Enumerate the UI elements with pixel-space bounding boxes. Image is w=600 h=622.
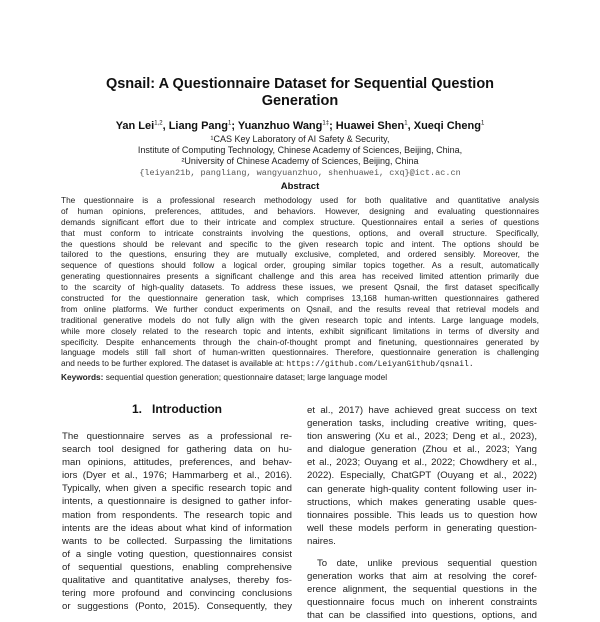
abstract-line: traditional generative models do not fully align with the given research topic and intents. Large language models,: [61, 314, 539, 325]
intro-line: naires.: [307, 535, 336, 547]
intro-line: and dialogue generation (Zhou et al., 2023; Yang: [307, 444, 537, 456]
intro-line: iors (Dyer et al., 1976; Hammarberg et al., 2016).: [62, 470, 292, 482]
author-name: Yuanzhuo Wang: [237, 120, 323, 132]
author-name: Huawei Shen: [335, 120, 405, 132]
abstract-line: specificity. Despite enhancements through the chain-of-thought prompt and finetuning, questionnaires generated by: [61, 336, 539, 347]
author-separator: ,: [162, 120, 169, 132]
author-separator: ;: [231, 120, 238, 132]
author-affiliation-mark: 1: [404, 120, 408, 127]
intro-line: or suggestions (Ponto, 2015). Consequently, they: [62, 601, 292, 613]
abstract-line: generating questionnaires presents a significant challenge and this area has received limited attention primarily due: [61, 271, 539, 282]
intro-line: structions, which makes generating usable ques-: [307, 496, 537, 508]
abstract-last-line: [61, 358, 539, 369]
intro-line: qualitative and quantitative analyses, thereby fos-: [62, 575, 292, 587]
intro-line: of a single voting question, questionnaires consist: [62, 548, 292, 560]
author-affiliation-mark: 1: [227, 120, 232, 127]
intro-line: tering more profound and convincing conclusions: [62, 588, 292, 600]
intro-line: intents, a questionnaire is designed to gather infor-: [62, 496, 292, 508]
paper-title-line-1: Qsnail: A Questionnaire Dataset for Sequential Question: [105, 76, 495, 92]
abstract-line: to the scarcity of high-quality datasets. To address these issues, we present Qsnail, the first dataset specifically: [61, 282, 539, 293]
affiliation-2: ²University of Chinese Academy of Sciences, Beijing, China: [181, 156, 419, 166]
author-separator: ;: [329, 120, 336, 132]
author-list: [0, 120, 600, 132]
section-heading: [62, 402, 292, 416]
abstract-line: tailored to the questions, ensuring they are mutually exclusive, completed, and ordered sensibly. Moreover, the: [61, 249, 539, 260]
intro-line: intents are the ideas about what kind of information: [62, 522, 292, 534]
intro-line: can generate high-quality content following user in-: [307, 483, 537, 495]
right-column-paragraph-1: [307, 404, 537, 548]
dataset-link[interactable]: https://github.com/LeiyanGithub/qsnail.: [286, 360, 474, 370]
affiliation-1: ¹CAS Key Laboratory of AI Safety & Security,: [210, 134, 390, 144]
abstract-line: of human opinions, preferences, attitudes, and behaviors. However, designing and evaluating questionnaires: [61, 205, 539, 216]
author-affiliation-mark: 1,2: [154, 120, 163, 127]
intro-line: erence alignment, the sequential questions in the: [307, 584, 537, 596]
keywords-text: sequential question generation; questionnaire dataset; large language model: [105, 372, 388, 382]
author-affiliation-mark: 1: [480, 120, 485, 127]
abstract-line: from online platforms. We further conduct experiments on Qsnail, and the results reveal that retrieval models and: [61, 303, 539, 314]
section-title: Introduction: [152, 402, 222, 416]
abstract-line: The questionnaire is a professional research methodology used for both qualitative and quantitative analysis: [61, 195, 539, 205]
paper-title-line-2: Generation: [261, 93, 339, 109]
section-number: 1.: [131, 402, 142, 416]
abstract-last-text: and needs to be further explored. The dataset is available at:: [61, 358, 285, 369]
intro-line: man opinions, attitudes, preferences, and behav-: [62, 457, 292, 469]
abstract-line: the questions should be relevant and specific to the given research topic and intent. The options should be: [61, 238, 539, 249]
intro-line: tionnaires possible. This leads us to question how: [307, 509, 537, 521]
intro-line: generation tasks, including creative writing, ques-: [307, 418, 537, 430]
author-affiliation-mark: 1‡: [322, 120, 330, 127]
intro-line: tion answering (Xu et al., 2023; Deng et al., 2023),: [307, 431, 537, 443]
abstract-body: [61, 195, 539, 369]
intro-line: generation works that aim at resolving the coref-: [307, 571, 537, 583]
intro-line: et al., 2017) have achieved great success on text: [307, 405, 537, 416]
right-column-paragraph-2: [307, 557, 537, 622]
author-name: Liang Pang: [168, 120, 228, 132]
intro-line: search tool designed for gathering data on hu-: [62, 444, 292, 456]
abstract-line: demands significant effort due to their intricate and complex structure. Questionnaires entail a series of questions: [61, 216, 539, 227]
intro-line: The questionnaire serves as a professional re-: [62, 431, 292, 442]
intro-line: mation from respondents. The research topic and: [62, 509, 292, 521]
keywords-label: Keywords:: [61, 372, 104, 382]
author-emails: {leiyan21b, pangliang, wangyuanzhuo, shenhuawei, cxq}@ict.ac.cn: [139, 168, 461, 178]
abstract-line: while more closely related to the research topic and intents, exhibit significant limitations in terms of diversity and: [61, 325, 539, 336]
abstract-line: constructed for the questionnaire generation task, which comprises 13,168 human-written questionnaires gathered: [61, 293, 539, 304]
intro-line: 2022). Especially, ChatGPT (Ouyang et al., 2022): [307, 470, 537, 482]
keywords: [61, 372, 387, 382]
intro-line: Typically, when given a specific research topic and: [62, 483, 292, 495]
intro-line: well these models perform in generating question-: [307, 522, 537, 534]
abstract-line: sequence of questions should follow a logical order, grouping similar topics together. As a result, automatically: [61, 260, 539, 271]
abstract-heading: Abstract: [280, 181, 320, 192]
intro-line: that can be classified into questions, options, and: [307, 610, 537, 622]
abstract-line: language models still fall short of human-written questionnaires. Therefore, questionnaire generation is challenging: [61, 347, 539, 358]
author-separator: ,: [407, 120, 414, 132]
intro-line: wants to be collected. Surpassing the limitations: [62, 535, 292, 547]
intro-line: of sequential questions, enabling comprehensive: [62, 561, 292, 573]
left-column: [62, 430, 292, 613]
author-name: Xueqi Cheng: [413, 120, 481, 132]
intro-line: questionnaire focus much on inherent constraints: [307, 597, 537, 609]
intro-line: To date, unlike previous sequential question: [317, 558, 537, 569]
affiliation-1-institute: Institute of Computing Technology, Chinese Academy of Sciences, Beijing, China,: [137, 145, 463, 155]
abstract-line: that must conform to intricate constraints involving the questions, options, and overall structure. Specifically,: [61, 227, 539, 238]
author-name: Yan Lei: [115, 120, 155, 132]
intro-line: et al., 2023; Ouyang et al., 2022; Chowdhery et al.,: [307, 457, 537, 469]
